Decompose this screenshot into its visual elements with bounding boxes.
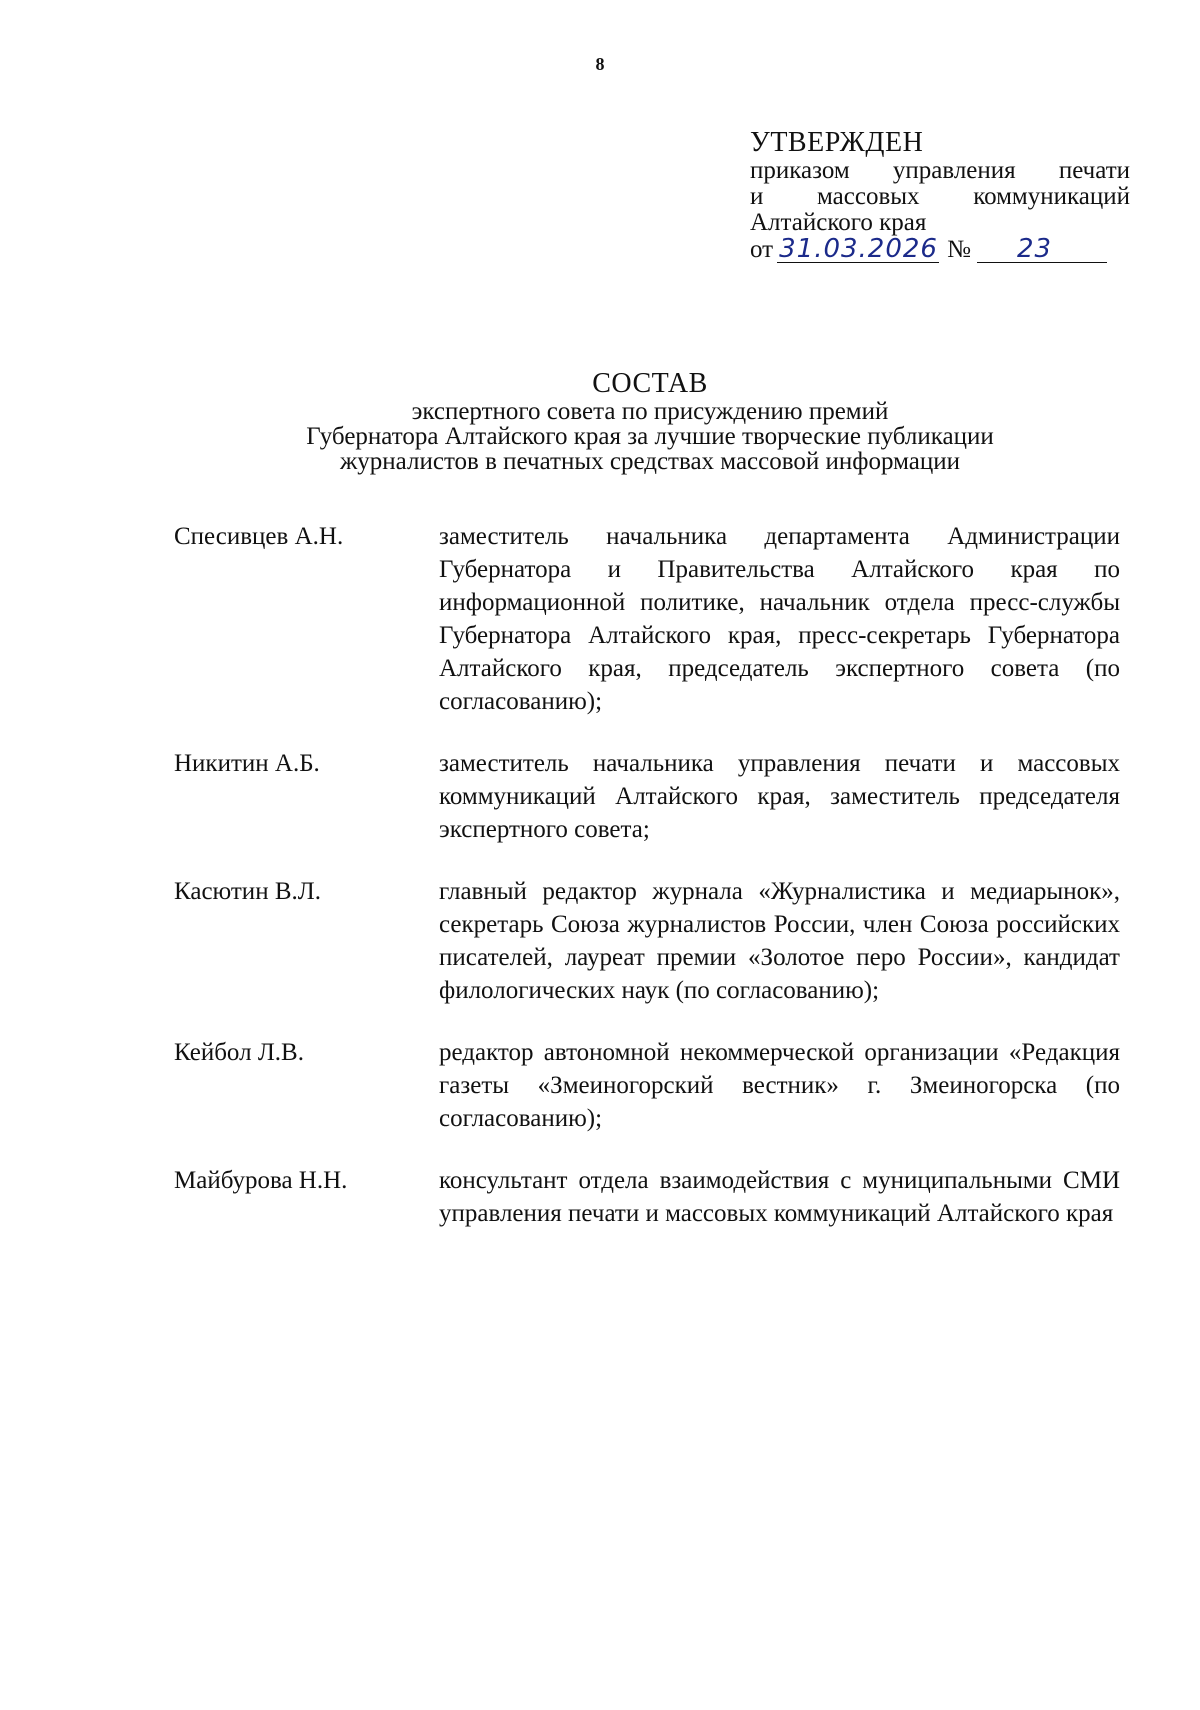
page-number: 8 (595, 54, 605, 74)
member-name: Касютин В.Л. (174, 878, 321, 905)
member-row (174, 520, 1120, 718)
order-date-number (750, 236, 1130, 263)
member-role: редактор автономной некоммерческой организации «Редакция газеты «Змеиногорский вестник» г. Змеиногорска (по согласованию); (439, 1039, 1120, 1132)
member-row (174, 875, 1120, 1007)
member-role: заместитель начальника департамента Администрации Губернатора и Правительства Алтайского края по информационной политике, начальник отдела пресс-службы Губернатора Алтайского края, пресс-секретарь Губернатора Алтайского края, председатель экспертного совета (по согласованию); (439, 523, 1120, 715)
member-row (174, 747, 1120, 846)
approval-heading: УТВЕРЖДЕН (750, 127, 924, 158)
approval-line-3: Алтайского края (750, 209, 927, 236)
member-name: Кейбол Л.В. (174, 1039, 304, 1066)
member-name: Никитин А.Б. (174, 750, 320, 777)
document-title-block (0, 369, 1200, 474)
number-sign: № (947, 236, 971, 263)
member-name: Майбурова Н.Н. (174, 1167, 348, 1194)
subtitle-line-3: журналистов в печатных средствах массовой информации (340, 448, 960, 475)
subtitle-line-2: Губернатора Алтайского края за лучшие творческие публикации (306, 423, 994, 450)
council-members-list (174, 520, 1120, 1259)
member-row (174, 1036, 1120, 1135)
approval-line-1: приказом управления печати (750, 157, 1130, 184)
handwritten-number: 23 (977, 236, 1107, 263)
approval-stamp-block (750, 128, 1130, 263)
approval-line-2: и массовых коммуникаций (750, 183, 1130, 210)
date-prefix: от (750, 236, 774, 263)
member-row (174, 1164, 1120, 1230)
handwritten-date: 31.03.2026 (779, 234, 938, 264)
document-title: СОСТАВ (592, 368, 708, 399)
subtitle-line-1: экспертного совета по присуждению премий (411, 398, 889, 425)
member-role: консультант отдела взаимодействия с муниципальными СМИ управления печати и массовых коммуникаций Алтайского края (439, 1167, 1120, 1227)
member-role: заместитель начальника управления печати и массовых коммуникаций Алтайского края, заместитель председателя экспертного совета; (439, 750, 1120, 843)
member-role: главный редактор журнала «Журналистика и медиарынок», секретарь Союза журналистов России, член Союза российских писателей, лауреат премии «Золотое перо России», кандидат филологических наук (по согласованию); (439, 878, 1120, 1004)
member-name: Спесивцев А.Н. (174, 523, 344, 550)
